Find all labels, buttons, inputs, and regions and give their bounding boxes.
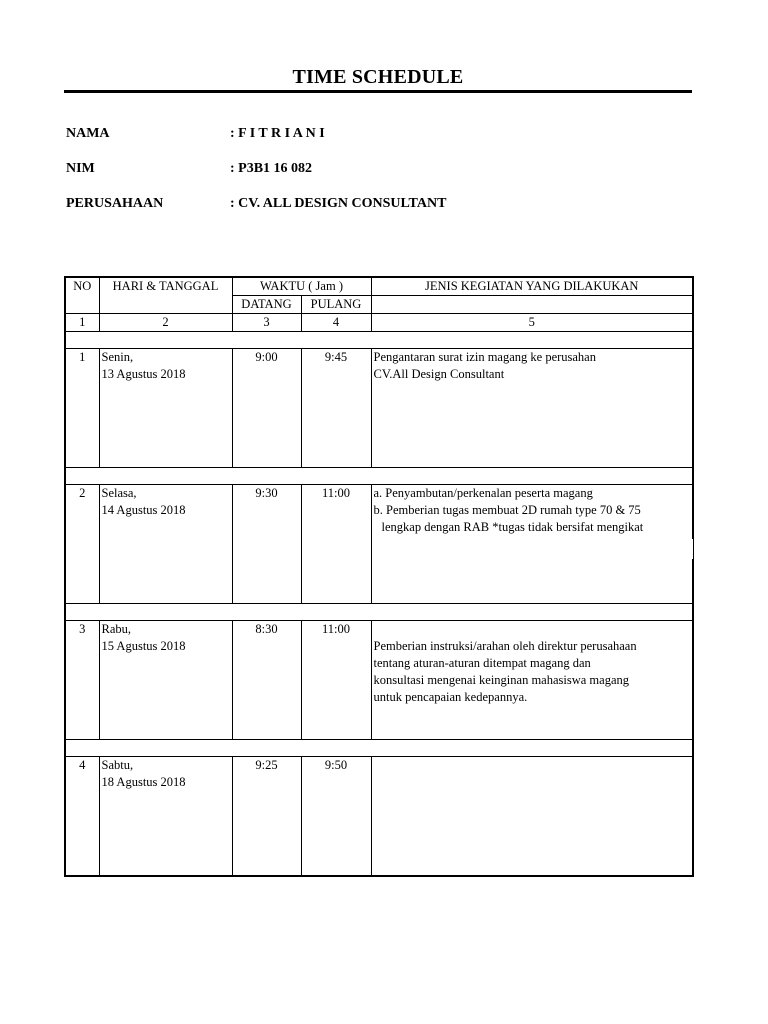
column-number: 3: [232, 314, 301, 332]
row-pulang: 9:45: [301, 349, 371, 468]
activity-line: konsultasi mengenai keinginan mahasiswa magang: [373, 673, 629, 687]
row-activities: [371, 349, 693, 468]
row-day: Sabtu,: [101, 758, 134, 772]
spacer-row: [65, 468, 693, 485]
perusahaan-label: PERUSAHAAN: [66, 196, 164, 211]
table-row: [65, 621, 693, 740]
activity-line: Pemberian instruksi/arahan oleh direktur perusahaan: [373, 639, 637, 653]
nim-label: NIM: [66, 161, 95, 176]
title-underline: [64, 90, 692, 93]
row-date: [99, 757, 232, 877]
row-day: Senin,: [101, 350, 134, 364]
row-date: [99, 621, 232, 740]
row-date: [99, 349, 232, 468]
column-number: 2: [99, 314, 232, 332]
activity-line: Pengantaran surat izin magang ke perusahan: [373, 350, 596, 364]
nama-label: NAMA: [66, 126, 110, 141]
nama-value: : F I T R I A N I: [230, 126, 325, 141]
column-number: 1: [65, 314, 99, 332]
header-jenis-kegiatan: JENIS KEGIATAN YANG DILAKUKAN: [371, 277, 693, 296]
row-date-text: 15 Agustus 2018: [101, 639, 186, 653]
row-day: Rabu,: [101, 622, 132, 636]
table-row: [65, 349, 693, 468]
row-pulang: 11:00: [301, 485, 371, 604]
row-no: 4: [65, 757, 99, 877]
activity-line: a. Penyambutan/perkenalan peserta magang: [373, 486, 593, 500]
column-number: 4: [301, 314, 371, 332]
row-pulang: 11:00: [301, 621, 371, 740]
header-jenis-blank: [371, 296, 693, 314]
row-pulang: 9:50: [301, 757, 371, 877]
row-activities: [371, 757, 693, 877]
row-datang: 9:30: [232, 485, 301, 604]
activity-line: [374, 621, 691, 638]
schedule-table: [64, 276, 694, 877]
activity-line: lengkap dengan RAB *tugas tidak bersifat mengikat: [381, 520, 644, 534]
row-datang: 9:00: [232, 349, 301, 468]
spacer-row: [65, 604, 693, 621]
table-row: [65, 485, 693, 604]
header-hari-tanggal: HARI & TANGGAL: [99, 277, 232, 314]
row-no: 3: [65, 621, 99, 740]
document-title: TIME SCHEDULE: [292, 66, 464, 88]
border-gap: [689, 539, 693, 559]
column-number: 5: [371, 314, 693, 332]
row-date-text: 13 Agustus 2018: [101, 367, 186, 381]
row-date-text: 14 Agustus 2018: [101, 503, 186, 517]
activity-line: b. Pemberian tugas membuat 2D rumah type 70 & 75: [373, 503, 641, 517]
spacer-row: [65, 332, 693, 349]
activity-line: tentang aturan-aturan ditempat magang dan: [373, 656, 591, 670]
activity-line: CV.All Design Consultant: [373, 367, 505, 381]
row-datang: 8:30: [232, 621, 301, 740]
activity-line: untuk pencapaian kedepannya.: [373, 690, 528, 704]
header-no: NO: [65, 277, 99, 314]
table-row: [65, 757, 693, 877]
header-waktu: WAKTU ( Jam ): [232, 277, 371, 296]
row-date-text: 18 Agustus 2018: [101, 775, 186, 789]
row-no: 1: [65, 349, 99, 468]
header-datang: DATANG: [232, 296, 301, 314]
row-date: [99, 485, 232, 604]
row-day: Selasa,: [101, 486, 137, 500]
row-activities: [371, 621, 693, 740]
perusahaan-value: : CV. ALL DESIGN CONSULTANT: [230, 196, 447, 211]
row-activities: [371, 485, 693, 604]
nim-value: : P3B1 16 082: [230, 161, 313, 176]
column-number-row: [65, 314, 693, 332]
row-no: 2: [65, 485, 99, 604]
spacer-row: [65, 740, 693, 757]
header-row: [65, 277, 693, 296]
row-datang: 9:25: [232, 757, 301, 877]
header-pulang: PULANG: [301, 296, 371, 314]
